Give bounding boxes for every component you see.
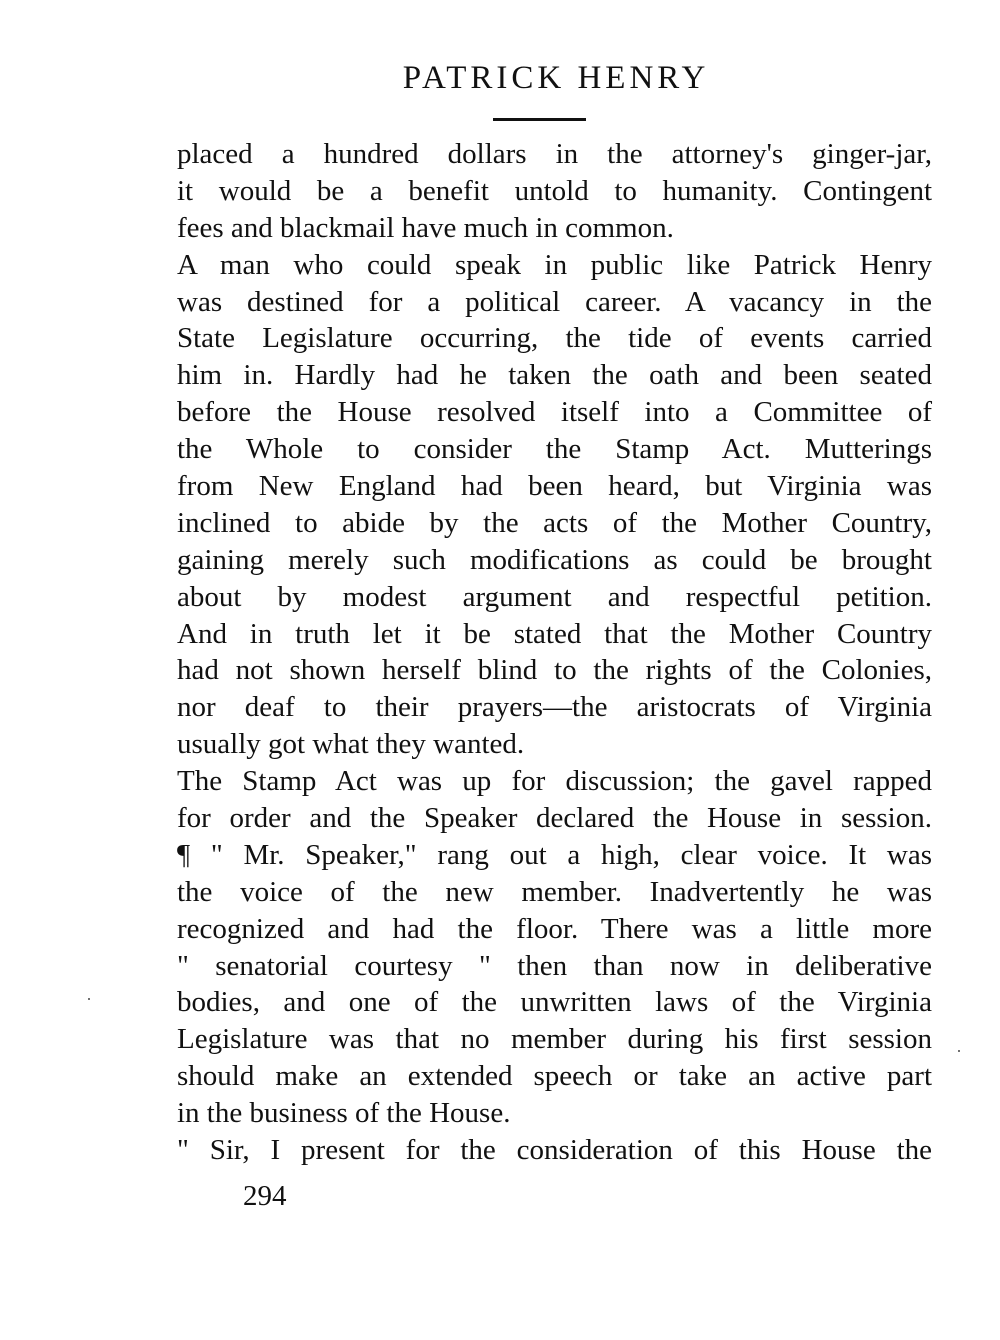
- page-number: 294: [243, 1180, 287, 1212]
- text-line: gaining merely such modifications as could be brought: [177, 543, 932, 576]
- running-head: PATRICK HENRY: [402, 60, 710, 96]
- text-line: the voice of the new member. Inadvertently he was: [177, 875, 932, 908]
- text-line: should make an extended speech or take an active part: [177, 1060, 932, 1093]
- text-line: was destined for a political career. A vacancy in the: [177, 285, 932, 318]
- text-line: A man who could speak in public like Patrick Henry: [177, 248, 932, 281]
- text-line: the Whole to consider the Stamp Act. Mutterings: [177, 433, 932, 466]
- text-line: placed a hundred dollars in the attorney's ginger-jar,: [177, 138, 932, 170]
- text-line: inclined to abide by the acts of the Mother Country,: [177, 506, 932, 539]
- text-line: bodies, and one of the unwritten laws of the Virginia: [177, 986, 932, 1019]
- text-line: from New England had been heard, but Virginia was: [177, 470, 932, 503]
- text-line: recognized and had the floor. There was a little more: [177, 912, 932, 945]
- body-text: [177, 136, 932, 1169]
- text-line: before the House resolved itself into a Committee of: [177, 396, 932, 429]
- text-line: " Sir, I present for the consideration of this House the: [177, 1134, 932, 1167]
- text-line: " senatorial courtesy " then than now in deliberative: [177, 949, 932, 982]
- text-line: And in truth let it be stated that the Mother Country: [177, 617, 932, 650]
- text-line: for order and the Speaker declared the House in session.: [177, 802, 932, 835]
- text-line: Legislature was that no member during his first session: [177, 1023, 932, 1056]
- text-line: it would be a benefit untold to humanity. Contingent: [177, 174, 932, 207]
- scan-speck: [88, 998, 90, 1000]
- scan-speck: [958, 1050, 960, 1052]
- text-line: ¶ " Mr. Speaker," rang out a high, clear voice. It was: [177, 838, 932, 871]
- text-line: The Stamp Act was up for discussion; the gavel rapped: [177, 765, 932, 798]
- text-line: usually got what they wanted.: [177, 728, 525, 761]
- text-line: State Legislature occurring, the tide of events carried: [177, 322, 932, 355]
- text-line: had not shown herself blind to the rights of the Colonies,: [177, 654, 932, 687]
- text-line: nor deaf to their prayers—the aristocrats of Virginia: [177, 691, 932, 724]
- text-line: in the business of the House.: [177, 1097, 511, 1130]
- text-line: him in. Hardly had he taken the oath and been seated: [177, 359, 932, 392]
- head-rule: [493, 118, 586, 121]
- text-line: fees and blackmail have much in common.: [177, 211, 674, 244]
- text-line: about by modest argument and respectful petition.: [177, 580, 932, 613]
